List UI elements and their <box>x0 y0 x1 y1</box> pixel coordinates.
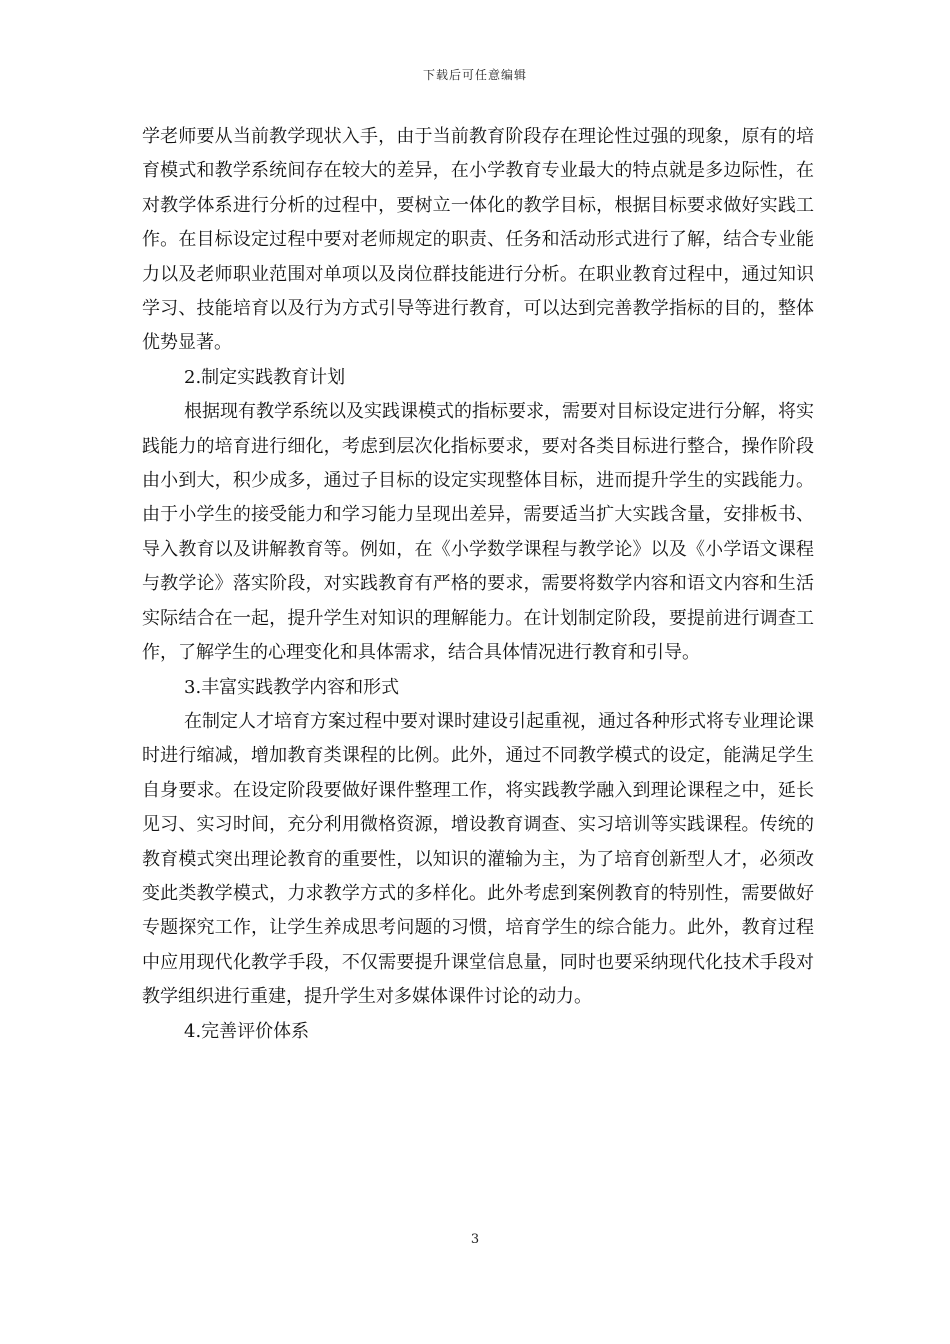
page-content <box>142 120 814 1049</box>
section-heading-2: 2.制定实践教育计划 <box>184 366 346 388</box>
section-heading-3: 3.丰富实践教学内容和形式 <box>184 676 400 698</box>
paragraph-continued: 学老师要从当前教学现状入手，由于当前教育阶段存在理论性过强的现象，原有的培育模式和教学系统间存在较大的差异，在小学教育专业最大的特点就是多边际性，在对教学体系进行分析的过程中，要树立一体化的教学目标，根据目标要求做好实践工作。在目标设定过程中要对老师规定的职责、任务和活动形式进行了解，结合专业能力以及老师职业范围对单项以及岗位群技能进行分析。在职业教育过程中，通过知识学习、技能培育以及行为方式引导等进行教育，可以达到完善教学指标的目的，整体优势显著。 <box>142 126 814 354</box>
page-number: 3 <box>470 1232 480 1247</box>
page-header: 下载后可任意编辑 <box>422 68 527 82</box>
paragraph-practice-content: 在制定人才培育方案过程中要对课时建设引起重视，通过各种形式将专业理论课时进行缩减，增加教育类课程的比例。此外，通过不同教学模式的设定，能满足学生自身要求。在设定阶段要做好课件整理工作，将实践教学融入到理论课程之中，延长见习、实习时间，充分利用微格资源，增设教育调查、实习培训等实践课程。传统的教育模式突出理论教育的重要性，以知识的灌输为主，为了培育创新型人才，必须改变此类教学模式，力求教学方式的多样化。此外考虑到案例教育的特别性，需要做好专题探究工作，让学生养成思考问题的习惯，培育学生的综合能力。此外，教育过程中应用现代化教学手段，不仅需要提升课堂信息量，同时也要采纳现代化技术手段对教学组织进行重建，提升学生对多媒体课件讨论的动力。 <box>142 710 814 1008</box>
paragraph-practice-plan: 根据现有教学系统以及实践课模式的指标要求，需要对目标设定进行分解，将实践能力的培育进行细化，考虑到层次化指标要求，要对各类目标进行整合，操作阶段由小到大，积少成多，通过子目标的设定实现整体目标，进而提升学生的实践能力。由于小学生的接受能力和学习能力呈现出差异，需要适当扩大实践含量，安排板书、导入教育以及讲解教育等。例如，在《小学数学课程与教学论》以及《小学语文课程与教学论》落实阶段，对实践教育有严格的要求，需要将数学内容和语文内容和生活实际结合在一起，提升学生对知识的理解能力。在计划制定阶段，要提前进行调查工作，了解学生的心理变化和具体需求，结合具体情况进行教育和引导。 <box>142 401 814 664</box>
section-heading-4: 4.完善评价体系 <box>184 1020 310 1042</box>
